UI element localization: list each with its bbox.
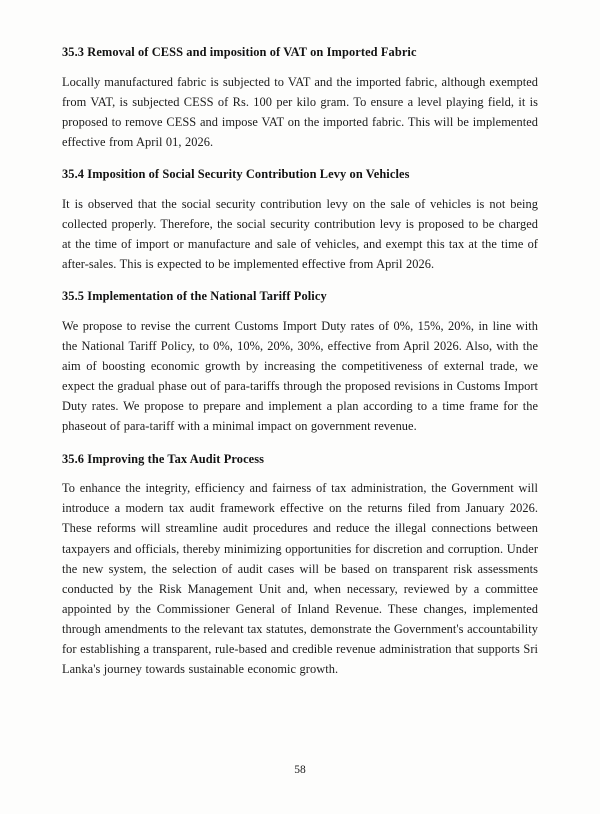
section-paragraph: Locally manufactured fabric is subjected to VAT and the imported fabric, although exempted from VAT, is subjected CESS of Rs. 100 per kilo gram. To ensure a level playing field, it is proposed to remove CESS and impose VAT on the imported fabric. This will be implemented effective from April 01, 2026. (62, 74, 538, 150)
section-paragraph: To enhance the integrity, efficiency and fairness of tax administration, the Government will introduce a modern tax audit framework effective on the returns filed from January 2026. These reforms will streamline audit procedures and reduce the illegal connections between taxpayers and officials, thereby minimizing opportunities for discretion and corruption. Under the new system, the selection of audit cases will be based on transparent risk assessments conducted by the Risk Management Unit and, when necessary, reviewed by a committee appointed by the Commissioner General of Inland Revenue. These changes, implemented through amendments to the relevant tax statutes, demonstrate the Government's accountability for establishing a transparent, rule-based and credible revenue administration that supports Sri Lanka's journey towards sustainable economic growth. (62, 481, 538, 677)
section-heading: 35.3 Removal of CESS and imposition of VAT on Imported Fabric (62, 45, 417, 59)
section-paragraph: We propose to revise the current Customs Import Duty rates of 0%, 15%, 20%, in line with the National Tariff Policy, to 0%, 10%, 20%, 30%, effective from April 2026. Also, with the aim of boosting economic growth by increasing the competitiveness of external trade, we expect the gradual phase out of para-tariffs through the proposed revisions in Customs Import Duty rates. We propose to prepare and implement a plan according to a time frame for the phaseout of para-tariff with a minimal impact on government revenue. (62, 318, 538, 434)
section-heading: 35.5 Implementation of the National Tariff Policy (62, 289, 327, 304)
section-heading: 35.4 Imposition of Social Security Contribution Levy on Vehicles (62, 167, 410, 182)
section-35-5 (62, 288, 538, 436)
section-35-4 (62, 166, 538, 274)
section-heading: 35.6 Improving the Tax Audit Process (62, 451, 265, 466)
section-35-6 (62, 451, 538, 680)
section-paragraph: It is observed that the social security contribution levy on the sale of vehicles is not being collected properly. Therefore, the social security contribution levy is proposed to be charged at the time of import or manufacture and sale of vehicles, and exempt this tax at the time of after-sales. This is expected to be implemented effective from April 2026. (62, 196, 538, 272)
page-content (62, 44, 538, 679)
section-35-3 (62, 44, 538, 152)
page-number: 58 (294, 764, 306, 776)
